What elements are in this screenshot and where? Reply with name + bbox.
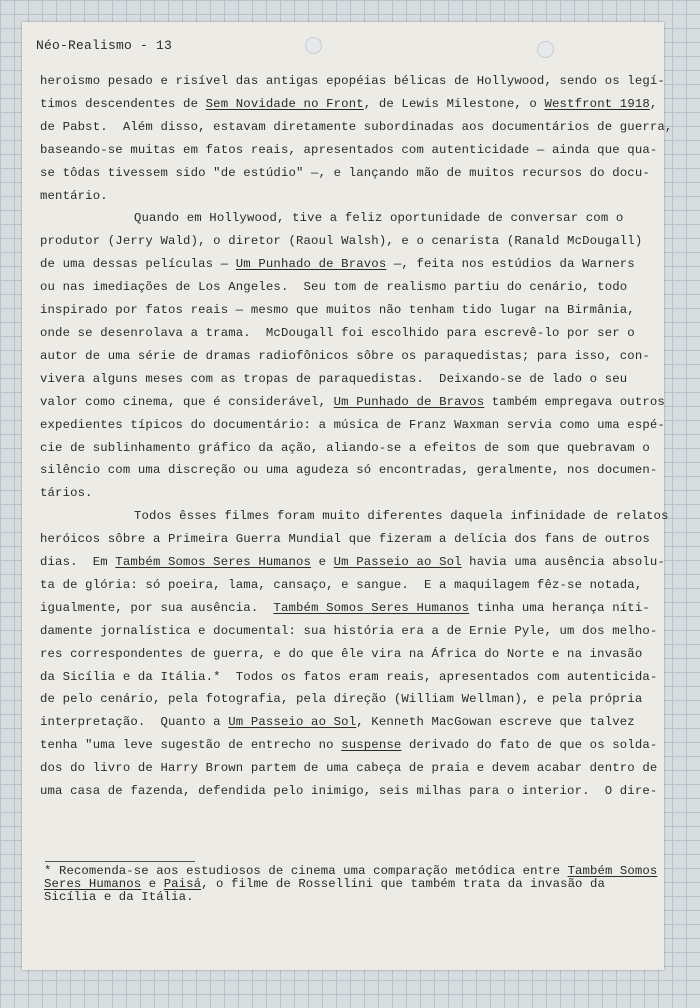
text-run: uma casa de fazenda, defendida pelo inimigo, seis milhas para o interior. O dire-	[40, 784, 658, 799]
body-line	[40, 666, 658, 689]
body-text	[40, 70, 673, 803]
body-line	[40, 162, 650, 185]
text-run: —, feita nos estúdios da Warners	[386, 257, 635, 272]
text-run: e	[141, 877, 164, 891]
footnote	[44, 864, 658, 904]
body-line	[40, 253, 646, 276]
underlined-title: suspense	[341, 738, 402, 753]
footnote-divider	[45, 861, 195, 862]
text-run: Sicília e da Itália.	[44, 890, 194, 904]
body-line	[40, 70, 665, 93]
text-run: também empregava outros	[484, 394, 665, 409]
underlined-title: Westfront 1918	[544, 96, 650, 111]
body-line	[40, 551, 665, 574]
body-line	[40, 116, 673, 139]
text-run: vivera alguns meses com as tropas de paraquedistas. Deixando-se de lado o seu	[40, 371, 628, 386]
body-line	[40, 620, 658, 643]
text-run: ,	[649, 96, 658, 111]
body-line	[40, 299, 646, 322]
text-run: dos do livro de Harry Brown partem de uma cabeça de praia e devem acabar dentro de	[40, 761, 658, 776]
underlined-title: Um Punhado de Bravos	[235, 257, 387, 272]
text-run: tinha uma herança níti-	[469, 600, 650, 615]
text-run: expedientes típicos do documentário: a música de Franz Waxman servia como uma espé-	[40, 417, 665, 432]
body-line	[40, 643, 646, 666]
body-line	[40, 757, 658, 780]
text-run: de uma dessas películas —	[40, 257, 236, 272]
body-line	[40, 230, 646, 253]
text-run: inspirado por fatos reais — mesmo que muitos não tenham tido lugar na Birmânia,	[40, 303, 635, 318]
text-run: de Pabst. Além disso, estavam diretamente subordinadas aos documentários de guerra,	[40, 119, 673, 134]
text-run: igualmente, por sua ausência.	[40, 600, 274, 615]
text-run: res correspondentes de guerra, e do que êle vira na África do Norte e na invasão	[40, 646, 643, 661]
footnote-line	[44, 891, 634, 904]
text-run: cie de sublinhamento gráfico da ação, aliando-se a efeitos de som que quebravam o	[40, 440, 650, 455]
text-run: onde se desenrolava a trama. McDougall foi escolhido para escrevê-lo por ser o	[40, 325, 635, 340]
body-line	[40, 597, 650, 620]
text-run: , Kenneth MacGowan escreve que talvez	[356, 715, 635, 730]
text-run: interpretação. Quanto a	[40, 715, 229, 730]
text-run: ou nas imediações de Los Angeles. Seu tom de realismo partiu do cenário, todo	[40, 280, 628, 295]
underlined-title: Um Punhado de Bravos	[333, 394, 485, 409]
text-run: heroismo pesado e risível das antigas epopéias bélicas de Hollywood, sendo os legí-	[40, 74, 665, 88]
text-run: e	[311, 555, 334, 570]
text-run: de pelo cenário, pela fotografia, pela direção (William Wellman), e pela própria	[40, 692, 643, 707]
text-run: Todos êsses filmes foram muito diferentes daquela infinidade de relatos	[134, 509, 669, 524]
body-line	[40, 711, 646, 734]
body-line	[40, 276, 646, 299]
text-run: , o filme de Rossellini que também trata da invasão da	[201, 877, 605, 891]
text-run: autor de uma série de dramas radiofônicos sôbre os paraquedistas; para isso, con-	[40, 348, 650, 363]
punch-hole	[305, 37, 322, 54]
text-run: Quando em Hollywood, tive a feliz oportunidade de conversar com o	[134, 211, 624, 226]
body-line	[40, 528, 650, 551]
text-run: mentário.	[40, 188, 108, 203]
body-line	[40, 93, 658, 116]
body-line	[40, 391, 665, 414]
typewritten-page	[22, 22, 673, 970]
underlined-title: Um Passeio ao Sol	[228, 715, 357, 730]
body-line	[40, 368, 646, 391]
body-line	[40, 345, 650, 368]
text-run: se tôdas tivessem sido "de estúdio" —, e lançando mão de muitos recursos do docu-	[40, 165, 650, 180]
underlined-title: Também Somos Seres Humanos	[273, 600, 470, 615]
body-line	[40, 780, 658, 803]
text-run: heróicos sôbre a Primeira Guerra Mundial que fizeram a delícia dos fans de outros	[40, 532, 650, 547]
page-header: Néo-Realismo - 13	[36, 38, 173, 53]
body-line	[40, 207, 646, 230]
body-line	[40, 459, 658, 482]
body-line	[40, 505, 669, 528]
text-run: tenha "uma leve sugestão de entrecho no	[40, 738, 342, 753]
text-run: valor como cinema, que é considerável,	[40, 394, 334, 409]
underlined-title: Sem Novidade no Front	[205, 96, 364, 111]
text-run: dias. Em	[40, 555, 116, 570]
text-run: baseando-se muitas em fatos reais, apresentados com autenticidade — ainda que qua-	[40, 142, 658, 157]
body-line	[40, 322, 646, 345]
body-line	[40, 688, 646, 711]
body-line	[40, 482, 646, 505]
text-run: tários.	[40, 486, 93, 501]
punch-hole	[537, 41, 554, 58]
underlined-title: Também Somos	[567, 864, 658, 878]
text-run: , de Lewis Milestone, o	[363, 96, 545, 111]
text-run: ta de glória: só poeira, lama, cansaço, e sangue. E a maquilagem fêz-se notada,	[40, 577, 643, 592]
body-line	[40, 139, 658, 162]
text-run: silêncio com uma discreção ou uma agudeza só encontradas, geralmente, nos documen-	[40, 463, 658, 478]
underlined-title: Seres Humanos	[44, 877, 142, 891]
text-run: havia uma ausência absolu-	[461, 555, 665, 570]
body-line	[40, 437, 650, 460]
text-run: damente jornalística e documental: sua história era a de Ernie Pyle, um dos melho-	[40, 623, 658, 638]
underlined-title: Também Somos Seres Humanos	[115, 555, 312, 570]
text-run: da Sicília e da Itália.* Todos os fatos eram reais, apresentados com autenticida-	[40, 669, 658, 684]
body-line	[40, 574, 646, 597]
text-run: produtor (Jerry Wald), o diretor (Raoul Walsh), e o cenarista (Ranald McDougall)	[40, 234, 643, 249]
text-run: * Recomenda-se aos estudiosos de cinema uma comparação metódica entre	[44, 864, 568, 878]
body-line	[40, 185, 646, 208]
body-line	[40, 414, 665, 437]
underlined-title: Paisá	[163, 877, 202, 891]
body-line	[40, 734, 658, 757]
underlined-title: Um Passeio ao Sol	[333, 555, 462, 570]
text-run: derivado do fato de que os solda-	[401, 738, 658, 753]
text-run: timos descendentes de	[40, 96, 206, 111]
